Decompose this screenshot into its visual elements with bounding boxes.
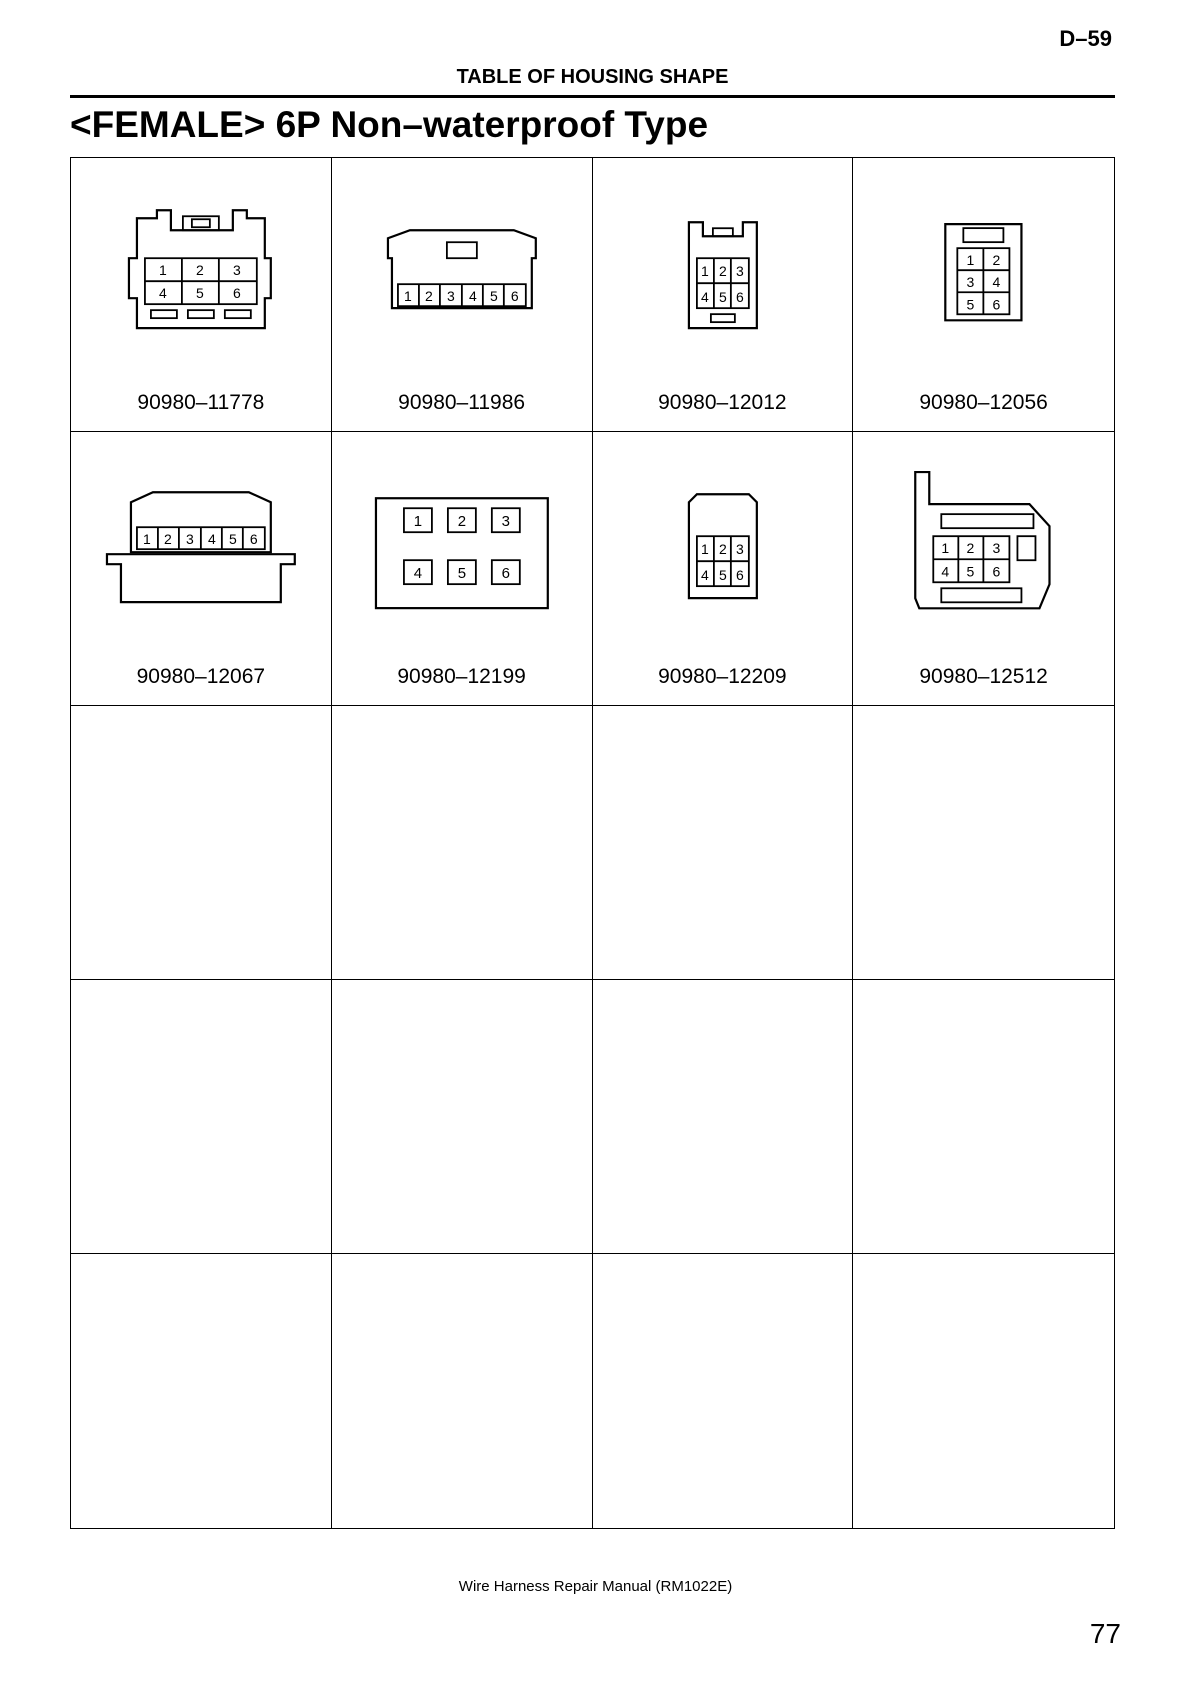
part-number: 90980–11986 — [398, 391, 526, 414]
pin-label: 4 — [159, 285, 167, 302]
pin-label: 6 — [735, 567, 744, 584]
pin-label: 5 — [489, 288, 498, 305]
empty-cell — [593, 1254, 854, 1528]
pin-label: 6 — [992, 296, 1001, 313]
pin-label: 5 — [718, 567, 727, 584]
pin-label: 1 — [159, 262, 167, 279]
pin-label: 4 — [700, 289, 709, 306]
part-number: 90980–12199 — [397, 665, 526, 688]
connector-diagram — [593, 432, 853, 650]
pin-label: 4 — [413, 565, 422, 583]
pin-label: 1 — [966, 252, 975, 269]
pin-label: 5 — [966, 296, 975, 313]
pin-label: 2 — [718, 541, 727, 558]
page-code: D–59 — [1059, 26, 1112, 51]
pin-label: 2 — [992, 252, 1001, 269]
pin-label: 3 — [185, 531, 194, 548]
part-number: 90980–12067 — [136, 665, 266, 688]
pin-label: 1 — [700, 541, 709, 558]
pin-label: 5 — [718, 289, 727, 306]
part-number: 90980–12209 — [658, 665, 787, 688]
pin-label: 6 — [735, 289, 744, 306]
housing-shape-table — [70, 157, 1115, 1529]
pin-label: 6 — [232, 285, 241, 302]
empty-cell — [71, 1254, 332, 1528]
pin-label: 5 — [195, 285, 204, 302]
connector-diagram — [853, 158, 1114, 376]
connector-diagram — [332, 158, 592, 376]
empty-cell — [332, 1254, 593, 1528]
pin-label: 6 — [992, 563, 1001, 580]
pin-label: 4 — [941, 563, 950, 580]
part-number: 90980–12012 — [658, 391, 787, 414]
pin-label: 3 — [966, 274, 975, 291]
connector-cell — [71, 158, 332, 432]
connector-diagram — [853, 432, 1114, 650]
section-title: TABLE OF HOUSING SHAPE — [456, 66, 729, 88]
pin-label: 3 — [735, 541, 744, 558]
connector-diagram — [332, 432, 592, 650]
page-number: 77 — [1089, 1618, 1121, 1649]
connector-cell — [71, 432, 332, 706]
empty-cell — [71, 706, 332, 980]
page-heading: <FEMALE> 6P Non–waterproof Type — [70, 104, 709, 145]
pin-label: 4 — [700, 567, 709, 584]
pin-label: 3 — [501, 513, 510, 531]
empty-cell — [593, 706, 854, 980]
connector-diagram — [593, 158, 853, 376]
pin-label: 2 — [195, 262, 204, 279]
pin-label: 3 — [735, 263, 744, 280]
pin-label: 6 — [249, 531, 258, 548]
pin-label: 2 — [966, 540, 975, 557]
connector-cell — [853, 432, 1114, 706]
pin-label: 3 — [232, 262, 241, 279]
pin-label: 2 — [424, 288, 433, 305]
pin-label: 1 — [413, 513, 422, 531]
part-number: 90980–12512 — [919, 665, 1048, 688]
header-rule — [70, 95, 1115, 98]
pin-label: 3 — [992, 540, 1001, 557]
connector-diagram — [71, 158, 331, 376]
pin-label: 5 — [966, 563, 975, 580]
manual-title: Wire Harness Repair Manual (RM1022E) — [458, 1578, 733, 1595]
empty-cell — [593, 980, 854, 1254]
connector-diagram — [71, 432, 331, 650]
connector-cell — [332, 432, 593, 706]
pin-label: 4 — [207, 531, 216, 548]
pin-label: 2 — [164, 531, 172, 548]
empty-cell — [332, 706, 593, 980]
pin-label: 1 — [700, 263, 709, 280]
pin-label: 2 — [457, 513, 466, 531]
pin-label: 1 — [941, 540, 950, 557]
empty-cell — [853, 1254, 1114, 1528]
empty-cell — [853, 980, 1114, 1254]
pin-label: 6 — [510, 288, 519, 305]
empty-cell — [853, 706, 1114, 980]
pin-label: 6 — [501, 565, 510, 583]
pin-label: 4 — [468, 288, 477, 305]
pin-label: 5 — [457, 565, 466, 583]
connector-cell — [332, 158, 593, 432]
connector-cell — [853, 158, 1114, 432]
part-number: 90980–11778 — [137, 391, 265, 414]
pin-label: 4 — [992, 274, 1001, 291]
part-number: 90980–12056 — [919, 391, 1048, 414]
empty-cell — [332, 980, 593, 1254]
pin-label: 3 — [446, 288, 455, 305]
connector-cell — [593, 158, 854, 432]
pin-label: 1 — [403, 288, 412, 305]
empty-cell — [71, 980, 332, 1254]
pin-label: 1 — [143, 531, 151, 548]
pin-label: 2 — [718, 263, 727, 280]
pin-label: 5 — [228, 531, 237, 548]
connector-cell — [593, 432, 854, 706]
